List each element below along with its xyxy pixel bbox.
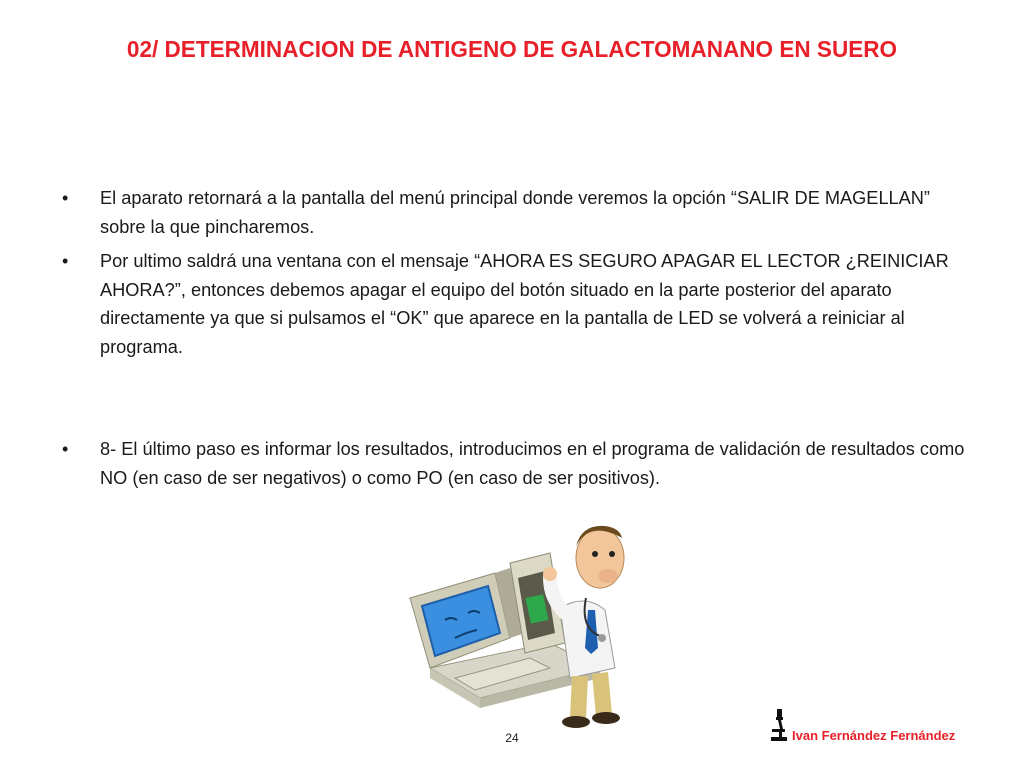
slide-title: 02/ DETERMINACION DE ANTIGENO DE GALACTOMANANO EN SUERO [126, 36, 898, 62]
bullet-item [62, 435, 967, 492]
bullet-list [62, 184, 967, 492]
bullet-dot: • [62, 251, 69, 271]
bullet-item [62, 247, 967, 361]
author-signature [770, 712, 955, 746]
microscope-icon [770, 709, 788, 746]
bullet-text: Por ultimo saldrá una ventana con el mensaje “AHORA ES SEGURO APAGAR EL LECTOR ¿REINICIAR AHORA?”, entonces debemos apagar el equipo del botón situado en la parte posterior del aparato directamente ya que si pulsamos el “OK” que aparece en la pantalla de LED se volverá a reiniciar al programa. [100, 251, 949, 357]
bullet-item [62, 184, 967, 241]
bullet-text: 8- El último paso es informar los resultados, introducimos en el programa de validación de resultados como NO (en caso de ser negativos) o como PO (en caso de ser positivos). [100, 439, 965, 488]
bullet-dot: • [62, 188, 69, 208]
page-number: 24 [505, 731, 519, 745]
doctor-computer-icon [400, 518, 680, 738]
bullet-dot: • [62, 439, 69, 459]
bullet-text: El aparato retornará a la pantalla del menú principal donde veremos la opción “SALIR DE MAGELLAN” sobre la que pincharemos. [100, 188, 930, 237]
author-name: Ivan Fernández Fernández [792, 728, 956, 743]
